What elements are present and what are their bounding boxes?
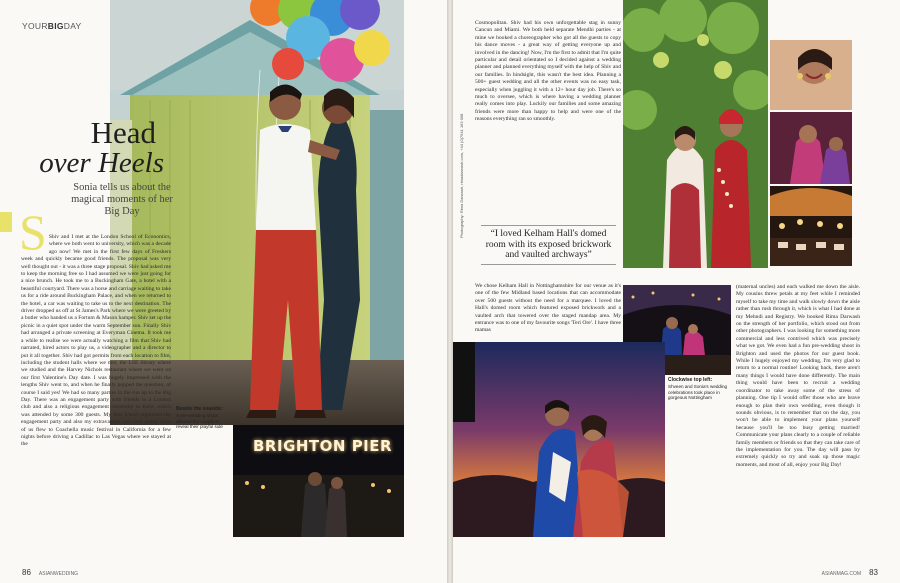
- mehndi-photo: [770, 112, 852, 184]
- clockwise-caption-text: Shveen and Sonia's wedding celebrations took place in gorgeous Nottingham: [668, 383, 728, 401]
- pull-quote: “I loved Kelham Hall's domed room with its exposed brickwork and vaulted archways”: [481, 225, 616, 265]
- sunset-couple-illustration: [453, 342, 665, 537]
- pier-sign: BRIGHTON PIER: [253, 437, 393, 455]
- brand-main: BIG: [47, 21, 64, 31]
- headline-block: [14, 115, 190, 218]
- beach-caption-title: Beside the seaside:: [176, 406, 223, 412]
- headline-line2: over Heels: [39, 147, 164, 179]
- right-folio: [822, 568, 878, 577]
- right-page-number: 83: [869, 568, 878, 577]
- right-final-column: (maternal uncles) and each walked me down the aisle. My cousins threw petals at my feet while I reminded myself to take my time and walk slowly down the aisle rather than rush through it, which is what I had done at my Mehndi and Registry. We booked Rima Darwash on the strength of her portfolio, which stood out from other photographers. I was looking for something more commercial and less contrived which was precisely what we got. We even had a fun pre-wedding shoot in Brighton and used the photos for our guest book. While I hugely enjoyed my wedding, I'm very glad to return to a normal routine! Looking back, there aren't many things I would have done differently. The main thing would have been to recruit a wedding coordinator to take away some of the stress of planning. One tip I would offer those who are brave enough to plan their own wedding, even though it sounds obvious, is to remember that on the day, you won't be able to implement your plans yourself because you'll be too busy getting married! Communicate your plans clearly to a couple of reliable family members or friends so that they can take care of the implementation for you. The day will pass by extremely quickly so try and soak up those magic moments, and most of all, enjoy your Big Day!: [736, 284, 860, 468]
- sunset-couple-photo: [453, 342, 665, 537]
- bride-groom-garden-photo: [623, 0, 768, 268]
- left-page: [0, 0, 447, 583]
- brighton-pier-photo: [233, 425, 404, 537]
- headline-line1: Head: [90, 115, 156, 150]
- clockwise-caption: [668, 378, 728, 401]
- accent-bar: [0, 212, 12, 232]
- reception-hall-illustration: [770, 186, 852, 266]
- left-magazine-name: ASIANWEDDING: [38, 571, 79, 577]
- right-page: [453, 0, 900, 583]
- left-body-column: [19, 204, 171, 449]
- brand-prefix: YOUR: [22, 21, 48, 31]
- beach-caption: [176, 407, 230, 430]
- reception-hall-photo: [770, 186, 852, 266]
- left-page-number: 86: [22, 568, 31, 577]
- garden-wedding-illustration: [623, 0, 768, 268]
- photo-credit: Photography: Rima Darwash, rimadarwash.com, +44 (0)7941 163 068: [459, 113, 464, 238]
- right-mid-column: We chose Kelham Hall in Nottinghamshire for our venue as it's one of the few Midland based locations that can accommodate over 500 guests without the need for a marquee. I loved the Hall's domed room which featured exposed brickwork and a vaulted arch that towered over the staged mandap area. My entrance was to one of my favourite songs 'Teri Ore'. I have three mamas: [475, 283, 621, 334]
- right-top-column: Cosmopolitan. Shiv had his own unforgettable stag in sunny Cancun and Miami. We both held separate Mendhi parties - at mine we booked a choreographer who got all the guests to copy his dance moves - a great way of getting everyone up and involved in the dancing! Now, I'm the first to admit that I'm quite particular and detail orientated so I decided against a wedding planner and planned everything myself with the help of Shiv and our families. In hindsight, this wasn't the best idea. Planning a 500+ guest wedding and all the other events was no easy task, especially when juggling it with a 12+ hour day job. There's so much to oversee, which is where having a wedding planner really comes into play. Luckily our families and some amazing friends were more than happy to help and were one of the reasons everything ran so smoothly.: [475, 20, 621, 123]
- brand-suffix: DAY: [63, 21, 82, 31]
- standfirst: Sonia tells us about the magical moments of her Big Day: [71, 182, 173, 217]
- beach-caption-text: A pre-wedding shoot allowed the couple to reveal their playful side: [176, 412, 223, 430]
- right-magazine-name: ASIANMAG.COM: [821, 571, 862, 577]
- left-folio: [22, 568, 78, 577]
- left-article-text: Shiv and I met at the London School of Economics, where we both went to university, which was a decade ago now! We met in the first few days of Freshers week and quickly became good friends. The proposal was very well thought out - it was a three stage proposal. Shiv had asked me to keep the morning free so I had assumed we were just going for a nice brunch. He took me to a Buckingham Gate, a hotel with a beautiful courtyard. There was a horse and carriage waiting to take us for a ride around Buckingham Palace, and when we returned to the hotel, a car was waiting to take us to the next destination. The driver dropped us off at St James's Park where we were greeted by a butler who handed us a Fortum & Mason hamper. Shiv set up the picnic in a quiet spot under the warm September sun. Finally Shiv had arranged a private screening at Everyman Cinema. It took me a while to realise we were actually watching a film that Shiv had narrated, hired actors to play us, a videographer and a director to put it all together. Shiv had got permits from each location to film, including the student halls where we met, the LSE library where we studied and the Harvey Nichols restaurant where we went on our first Valentine's Day date. I was hugely impressed with the lengths Shiv went to, and when he finally popped the question, of course I said yes! We had so many parties in the run up to the Big Day. There was an engagement party with friends in a London club and also a religious engagement ceremony in Kent, which was attended by some 300 guests. My best friend organised the engagement party and also my extravagant, epic hen where eight of us flew to Coachella music festival in California for a few nights before driving a Cadillac to Las Vegas where we stayed at the: [21, 234, 171, 448]
- mehndi-illustration: [770, 112, 852, 184]
- bride-portrait-illustration: [770, 40, 852, 110]
- clockwise-caption-title: Clockwise top left:: [668, 377, 713, 383]
- drop-cap: S: [19, 204, 47, 260]
- section-header: [22, 21, 82, 31]
- bride-portrait-photo: [770, 40, 852, 110]
